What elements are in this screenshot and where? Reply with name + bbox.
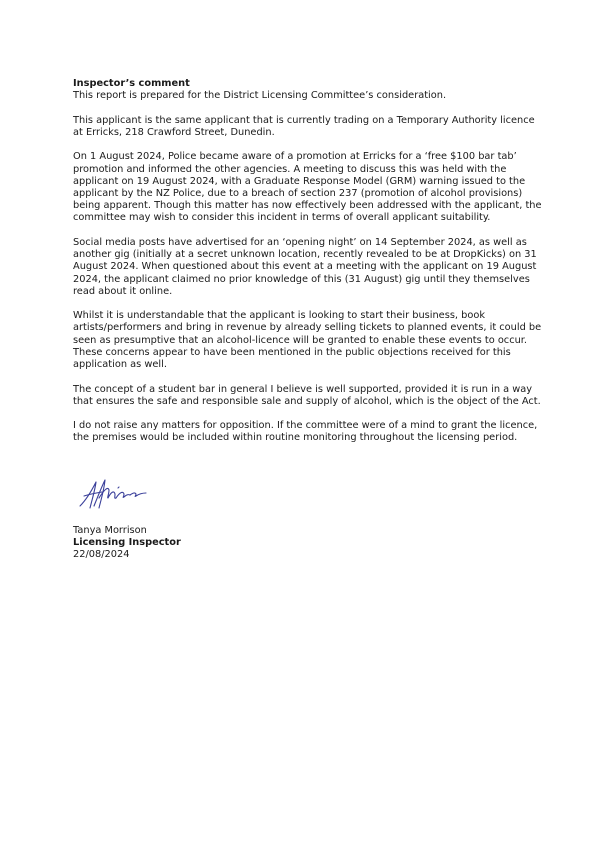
section-heading: Inspector’s comment [73, 78, 190, 89]
inspector-name: Tanya Morrison [73, 525, 147, 536]
signature-icon [78, 476, 153, 516]
paragraph-student-bar: The concept of a student bar in general I believe is well supported, provided it is run in a way that ensures the safe and responsible sale and supply of alcohol, which is the object of the Act. [73, 383, 541, 407]
paragraph-promotion: On 1 August 2024, Police became aware of a promotion at Erricks for a ‘free $100 bar tab’ promotion and informed the other agencies. A meeting to discuss this was held with the applicant on 19 August 2024, with a Graduate Response Model (GRM) warning issued to the applicant by the NZ Police, due to a breach of section 237 (promotion of alcohol provisions) being apparent. Though this matter has now effectively been addressed with the applicant, the committee may wish to consider this incident in terms of overall applicant suitability. [73, 151, 542, 224]
intro-block [73, 78, 573, 102]
report-body [73, 78, 573, 457]
signoff-block [73, 525, 181, 562]
paragraph-social-media: Social media posts have advertised for an ‘opening night’ on 14 September 2024, as well as another gig (initially at a secret unknown location, recently revealed to be at DropKicks) on 31 August 2024. When questioned about this event at a meeting with the applicant on 19 August 2024, the applicant claimed no prior knowledge of this (31 August) gig until they themselves read about it online. [73, 236, 537, 297]
signoff-date: 22/08/2024 [73, 549, 130, 561]
inspector-title: Licensing Inspector [73, 537, 181, 549]
paragraph-intro: This report is prepared for the District Licensing Committee’s consideration. [73, 90, 447, 102]
paragraph-applicant: This applicant is the same applicant that is currently trading on a Temporary Authority licence at Erricks, 218 Crawford Street, Dunedin. [73, 114, 535, 138]
paragraph-concerns: Whilst it is understandable that the applicant is looking to start their business, book artists/performers and bring in revenue by already selling tickets to planned events, it could be seen as presumptive that an alcohol-licence will be granted to enable these events to occur. These concerns appear to have been mentioned in the public objections received for this application as well. [73, 310, 542, 371]
paragraph-conclusion: I do not raise any matters for opposition. If the committee were of a mind to grant the licence, the premises would be included within routine monitoring throughout the licensing period. [73, 420, 538, 444]
